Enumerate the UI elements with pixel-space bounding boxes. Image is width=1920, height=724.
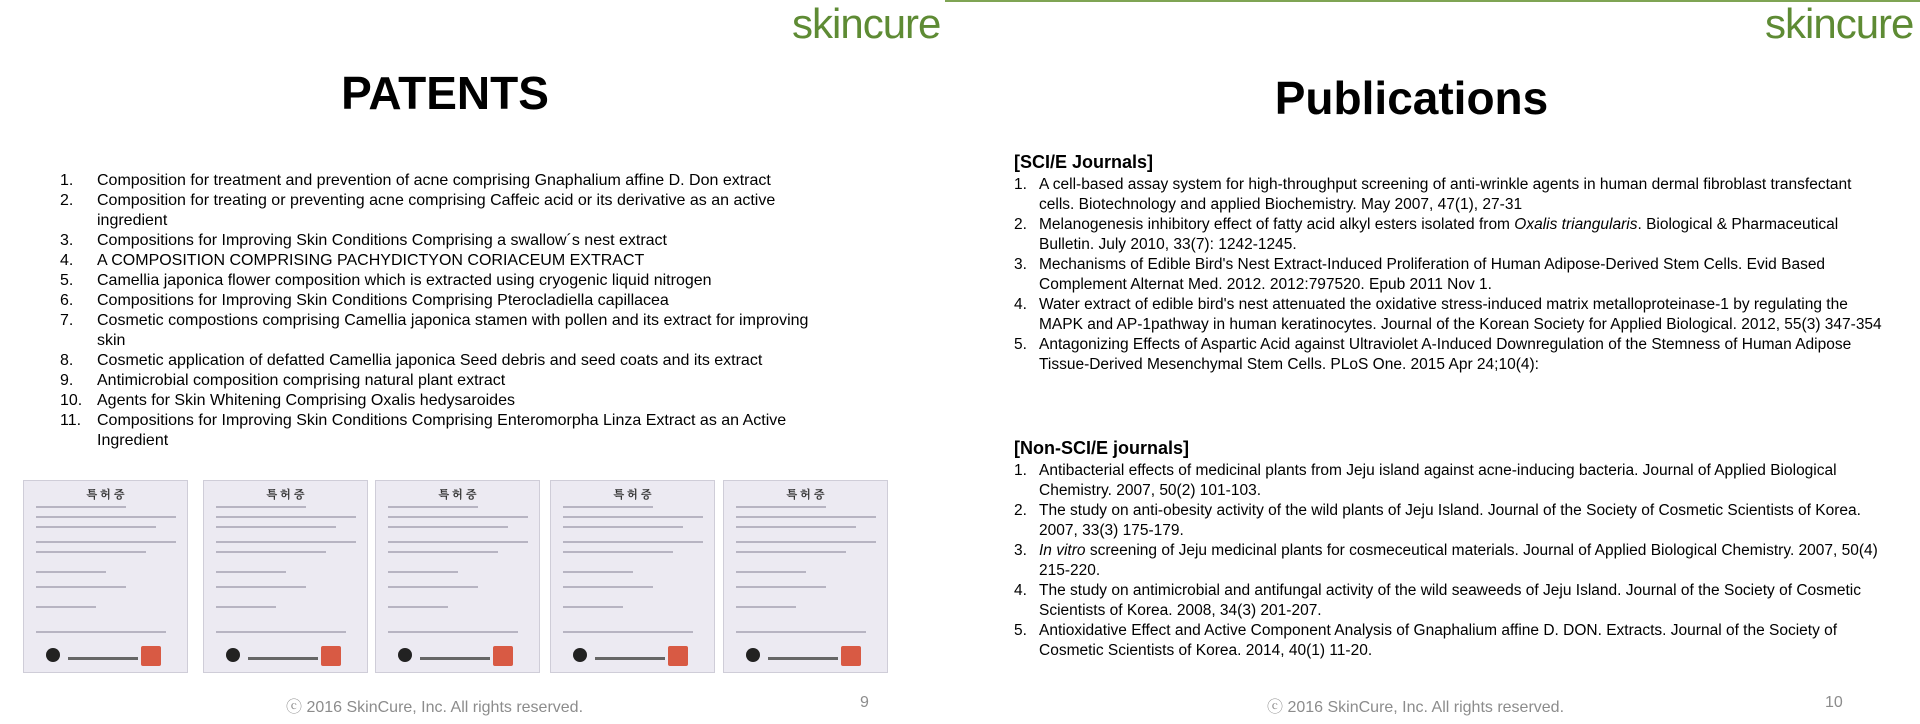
non-sci-journals-heading: [Non-SCI/E journals] — [1014, 438, 1189, 458]
list-item: 3. Compositions for Improving Skin Conditions Comprising a swallow´s nest extract — [60, 232, 667, 249]
list-item: 4. The study on antimicrobial and antifungal activity of the wild seaweeds of Jeju Island. Journal of the Society of Cosmetic Scientists of Korea. 2008, 34(3) 201-207. — [1014, 582, 1861, 619]
copyright-footer: ⓒ 2016 SkinCure, Inc. All rights reserved. — [286, 699, 584, 716]
stamp-icon — [141, 646, 161, 666]
skincure-logo: skincure — [1765, 0, 1914, 47]
stamp-icon — [493, 646, 513, 666]
list-item: 10. Agents for Skin Whitening Comprising Oxalis hedysaroides — [60, 392, 515, 409]
list-item: 5. Antagonizing Effects of Aspartic Acid against Ultraviolet A-Induced Downregulation of the Stemness of Human Adipose Tissue-Derived Mesenchymal Stem Cells. PLoS One. 2015 Apr 24;10(4): — [1014, 336, 1852, 373]
page-title: PATENTS — [341, 67, 549, 119]
stamp-icon — [321, 646, 341, 666]
patent-certificate — [550, 480, 715, 673]
non-sci-publication-list — [1014, 461, 1884, 661]
page-number: 9 — [860, 694, 869, 711]
certificate-title: 특 허 증 — [786, 489, 825, 501]
list-item: 4. Water extract of edible bird's nest attenuated the oxidative stress-induced matrix metalloproteinase-1 by regulating the MAPK and AP-1pathway in human keratinocytes. Journal of the Korean Society for Applied Biological. 2012, 55(3) 347-354 — [1014, 296, 1882, 333]
certificate-title: 특 허 증 — [613, 489, 652, 501]
list-item: 2. The study on anti-obesity activity of the wild plants of Jeju Island. Journal of the Society of Cosmetic Scientists of Korea. 2007, 33(3) 175-179. — [1014, 502, 1861, 539]
list-item: 11. Compositions for Improving Skin Conditions Comprising Enteromorpha Linza Extract as an Active Ingredient — [60, 412, 787, 449]
slide-publications — [945, 0, 1920, 724]
sci-journals-heading: [SCI/E Journals] — [1014, 152, 1154, 172]
copyright-footer: ⓒ 2016 SkinCure, Inc. All rights reserved. — [1267, 699, 1565, 716]
skincure-logo: skincure — [792, 0, 941, 47]
page-title: Publications — [1274, 72, 1549, 124]
list-item: 7. Cosmetic compostions comprising Camellia japonica stamen with pollen and its extract for improving skin — [60, 312, 809, 349]
patent-certificate — [203, 480, 368, 673]
stamp-icon — [841, 646, 861, 666]
patent-certificates — [23, 480, 893, 675]
list-item: 3. Mechanisms of Edible Bird's Nest Extract-Induced Proliferation of Human Adipose-Derived Stem Cells. Evid Based Complement Alternat Med. 2012. 2012:797520. Epub 2011 Nov 1. — [1014, 256, 1826, 293]
stamp-icon — [668, 646, 688, 666]
list-item: 2. Melanogenesis inhibitory effect of fatty acid alkyl esters isolated from Oxalis triangularis. Biological & Pharmaceutical Bulletin. July 2010, 33(7): 1242-1245. — [1014, 216, 1839, 253]
list-item: 2. Composition for treating or preventing acne comprising Caffeic acid or its derivative as an active ingredient — [60, 192, 776, 229]
sci-publication-list — [1014, 175, 1884, 375]
certificate-title: 특 허 증 — [438, 489, 477, 501]
patent-certificate — [723, 480, 888, 673]
list-item: 1. Antibacterial effects of medicinal plants from Jeju island against acne-inducing bacteria. Journal of Applied Biological Chemistry. 2007, 50(2) 101-103. — [1014, 462, 1837, 499]
certificate-title: 특 허 증 — [266, 489, 305, 501]
list-item: 4. A COMPOSITION COMPRISING PACHYDICTYON CORIACEUM EXTRACT — [60, 252, 645, 269]
page-number: 10 — [1825, 694, 1843, 711]
list-item: 9. Antimicrobial composition comprising natural plant extract — [60, 372, 506, 389]
patent-list — [50, 171, 830, 451]
list-item: 8. Cosmetic application of defatted Camellia japonica Seed debris and seed coats and its extract — [60, 352, 763, 369]
certificate-title: 특 허 증 — [86, 489, 125, 501]
patent-certificate — [375, 480, 540, 673]
slide-patents — [0, 0, 945, 724]
list-item: 3. In vitro screening of Jeju medicinal plants for cosmeceutical materials. Journal of Applied Biological Chemistry. 2007, 50(4) 215-220. — [1014, 542, 1878, 579]
list-item: 5. Antioxidative Effect and Active Component Analysis of Gnaphalium affine D. DON. Extracts. Journal of the Society of Cosmetic Scientists of Korea. 2014, 40(1) 11-20. — [1014, 622, 1838, 659]
list-item: 6. Compositions for Improving Skin Conditions Comprising Pterocladiella capillacea — [60, 292, 669, 309]
list-item: 5. Camellia japonica flower composition which is extracted using cryogenic liquid nitrogen — [60, 272, 712, 289]
patent-certificate — [23, 480, 188, 673]
list-item: 1. Composition for treatment and prevention of acne comprising Gnaphalium affine D. Don extract — [60, 172, 771, 189]
list-item: 1. A cell-based assay system for high-throughput screening of anti-wrinkle agents in human dermal fibroblast transfectant cells. Biotechnology and applied Biochemistry. May 2007, 47(1), 27-31 — [1014, 176, 1852, 213]
